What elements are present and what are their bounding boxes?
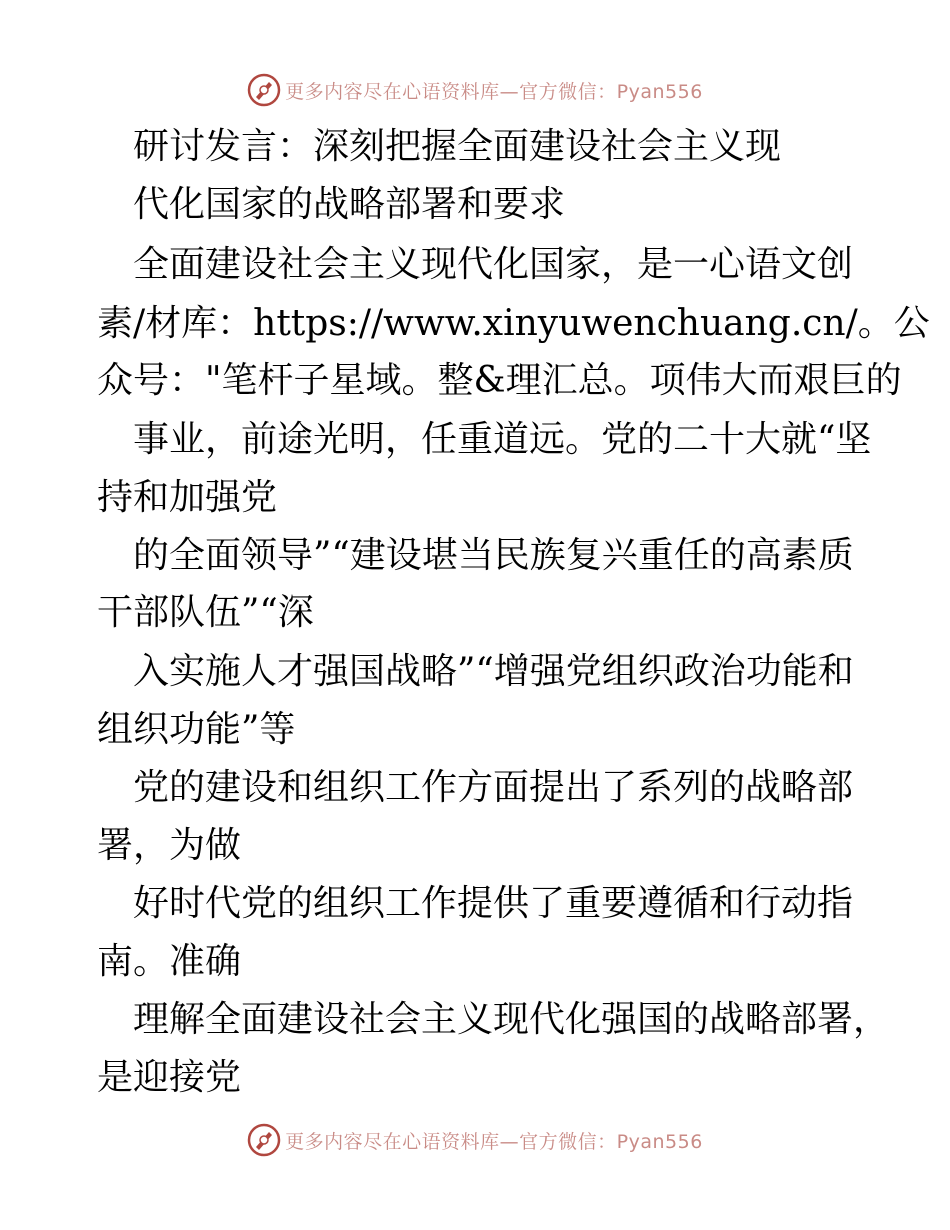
paragraph-line: 署，为做 xyxy=(97,825,242,866)
paragraph-line: 好时代党的组织工作提供了重要遵循和行动指 xyxy=(133,883,854,924)
paragraph-line: 事业，前途光明，任重道远。党的二十大就“坚 xyxy=(133,419,872,460)
paragraph-line: 党的建设和组织工作方面提出了系列的战略部 xyxy=(133,767,854,808)
watermark-text: 更多内容尽在心语资料库—官方微信：Pyan556 xyxy=(285,1130,703,1153)
paragraph-line: 干部队伍”“深 xyxy=(97,592,314,633)
paragraph-line: 素/材库：https://www.xinyuwenchuang.cn/。公 xyxy=(97,303,930,344)
paragraph-line: 组织功能”等 xyxy=(97,709,296,750)
title-line-1: 研讨发言：深刻把握全面建设社会主义现 xyxy=(133,126,782,167)
paragraph-line: 的全面领导”“建设堪当民族复兴重任的高素质 xyxy=(133,535,854,576)
seal-logo-icon xyxy=(247,73,281,107)
paragraph-line: 理解全面建设社会主义现代化强国的战略部署， xyxy=(133,999,890,1040)
title-line-2: 代化国家的战略部署和要求 xyxy=(133,184,566,225)
watermark-text: 更多内容尽在心语资料库—官方微信：Pyan556 xyxy=(285,80,703,103)
paragraph-line: 全面建设社会主义现代化国家，是一心语文创 xyxy=(133,244,854,285)
header-watermark xyxy=(0,70,950,110)
seal-logo-icon xyxy=(247,1123,281,1157)
paragraph-line: 入实施人才强国战略”“增强党组织政治功能和 xyxy=(133,651,854,692)
paragraph-line: 南。准确 xyxy=(97,941,242,982)
paragraph-line: 持和加强党 xyxy=(97,477,278,518)
paragraph-line: 是迎接党 xyxy=(97,1057,242,1098)
footer-watermark xyxy=(0,1120,950,1160)
paragraph-line: 众号："笔杆子星域。整&理汇总。项伟大而艰巨的 xyxy=(97,360,902,401)
